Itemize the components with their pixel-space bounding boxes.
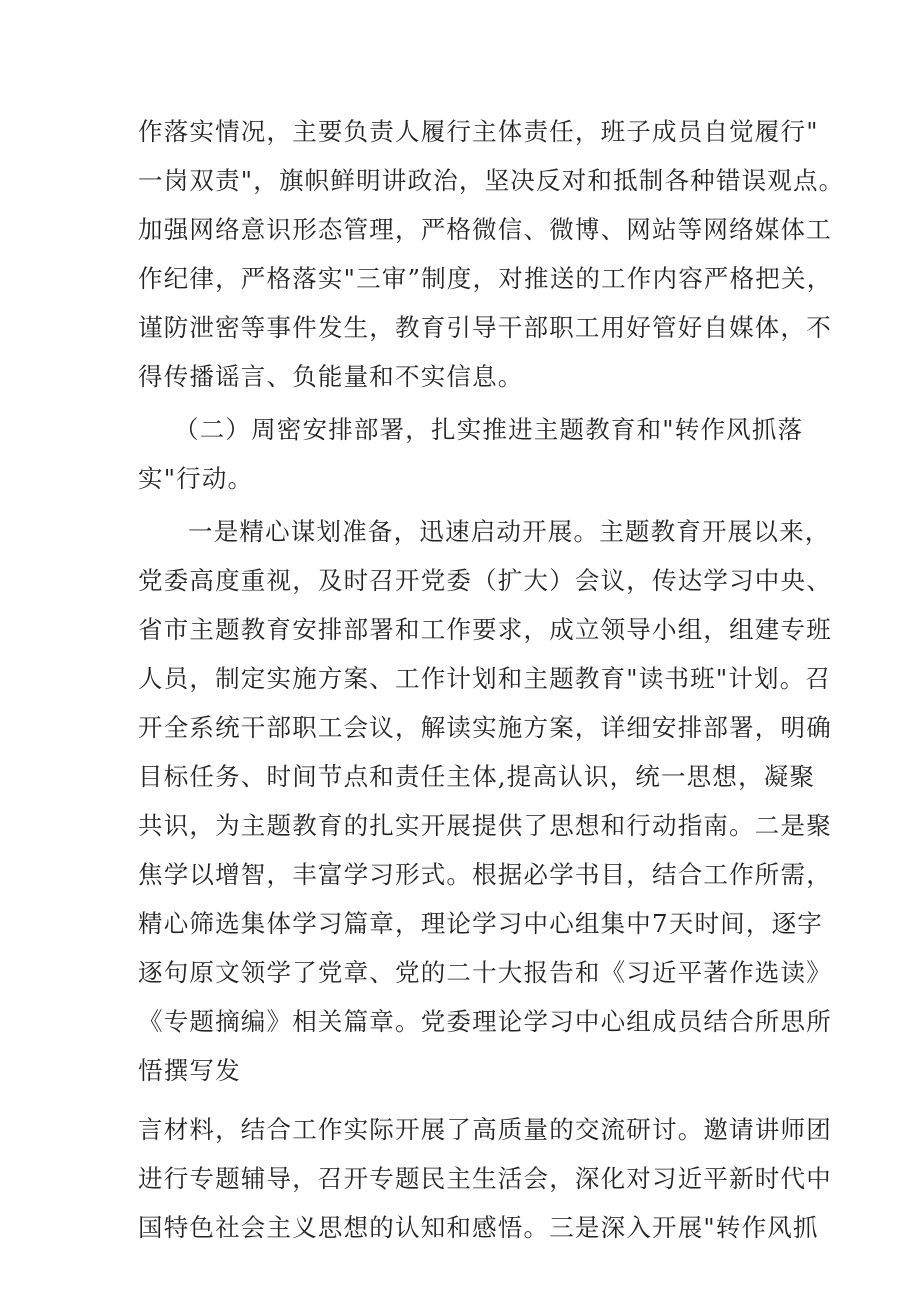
text-line: 开全系统干部职工会议，解读实施方案，详细安排部署，明确	[138, 713, 832, 742]
text-line: 共识，为主题教育的扎实开展提供了思想和行动指南。二是聚	[138, 811, 832, 840]
text-line: 得传播谣言、负能量和不实信息。	[138, 362, 524, 391]
text-line: 悟撰写发	[138, 1056, 241, 1085]
text-line: 言材料，结合工作实际开展了高质量的交流研讨。邀请讲师团	[138, 1115, 832, 1144]
text-line: 加强网络意识形态管理，严格微信、微博、网站等网络媒体工	[138, 215, 832, 244]
text-line: 人员，制定实施方案、工作计划和主题教育"读书班"计划。召	[138, 664, 832, 693]
text-line: 谨防泄密等事件发生，教育引导干部职工用好管好自媒体，不	[138, 313, 832, 342]
text-line: 国特色社会主义思想的认知和感悟。三是深入开展"转作风抓	[138, 1213, 819, 1242]
text-line: 《专题摘编》相关篇章。党委理论学习中心组成员结合所思所	[138, 1007, 832, 1036]
text-line: 精心筛选集体学习篇章，理论学习中心组集中7天时间，逐字	[138, 909, 823, 938]
text-line: 党委高度重视，及时召开党委（扩大）会议，传达学习中央、	[138, 566, 832, 595]
heading-line: （二）周密安排部署，扎实推进主题教育和"转作风抓落	[174, 415, 804, 444]
text-line: 进行专题辅导，召开专题民主生活会，深化对习近平新时代中	[138, 1164, 832, 1193]
text-line: 作落实情况，主要负责人履行主体责任，班子成员自觉履行"	[138, 117, 819, 146]
text-line: 目标任务、时间节点和责任主体,提高认识，统一思想，凝聚	[138, 762, 816, 791]
text-line: 省市主题教育安排部署和工作要求，成立领导小组，组建专班	[138, 615, 832, 644]
text-line: 逐句原文领学了党章、党的二十大报告和《习近平著作选读》	[138, 958, 832, 987]
text-line: 作纪律，严格落实"三审”制度，对推送的工作内容严格把关，	[138, 264, 833, 293]
text-line: 一是精心谋划准备，迅速启动开展。主题教育开展以来，	[188, 517, 831, 546]
text-line: 焦学以增智，丰富学习形式。根据必学书目，结合工作所需，	[138, 860, 832, 889]
heading-line: 实"行动。	[138, 464, 254, 493]
text-line: 一岗双责"，旗帜鲜明讲政治，坚决反对和抵制各种错误观点。	[138, 166, 845, 195]
